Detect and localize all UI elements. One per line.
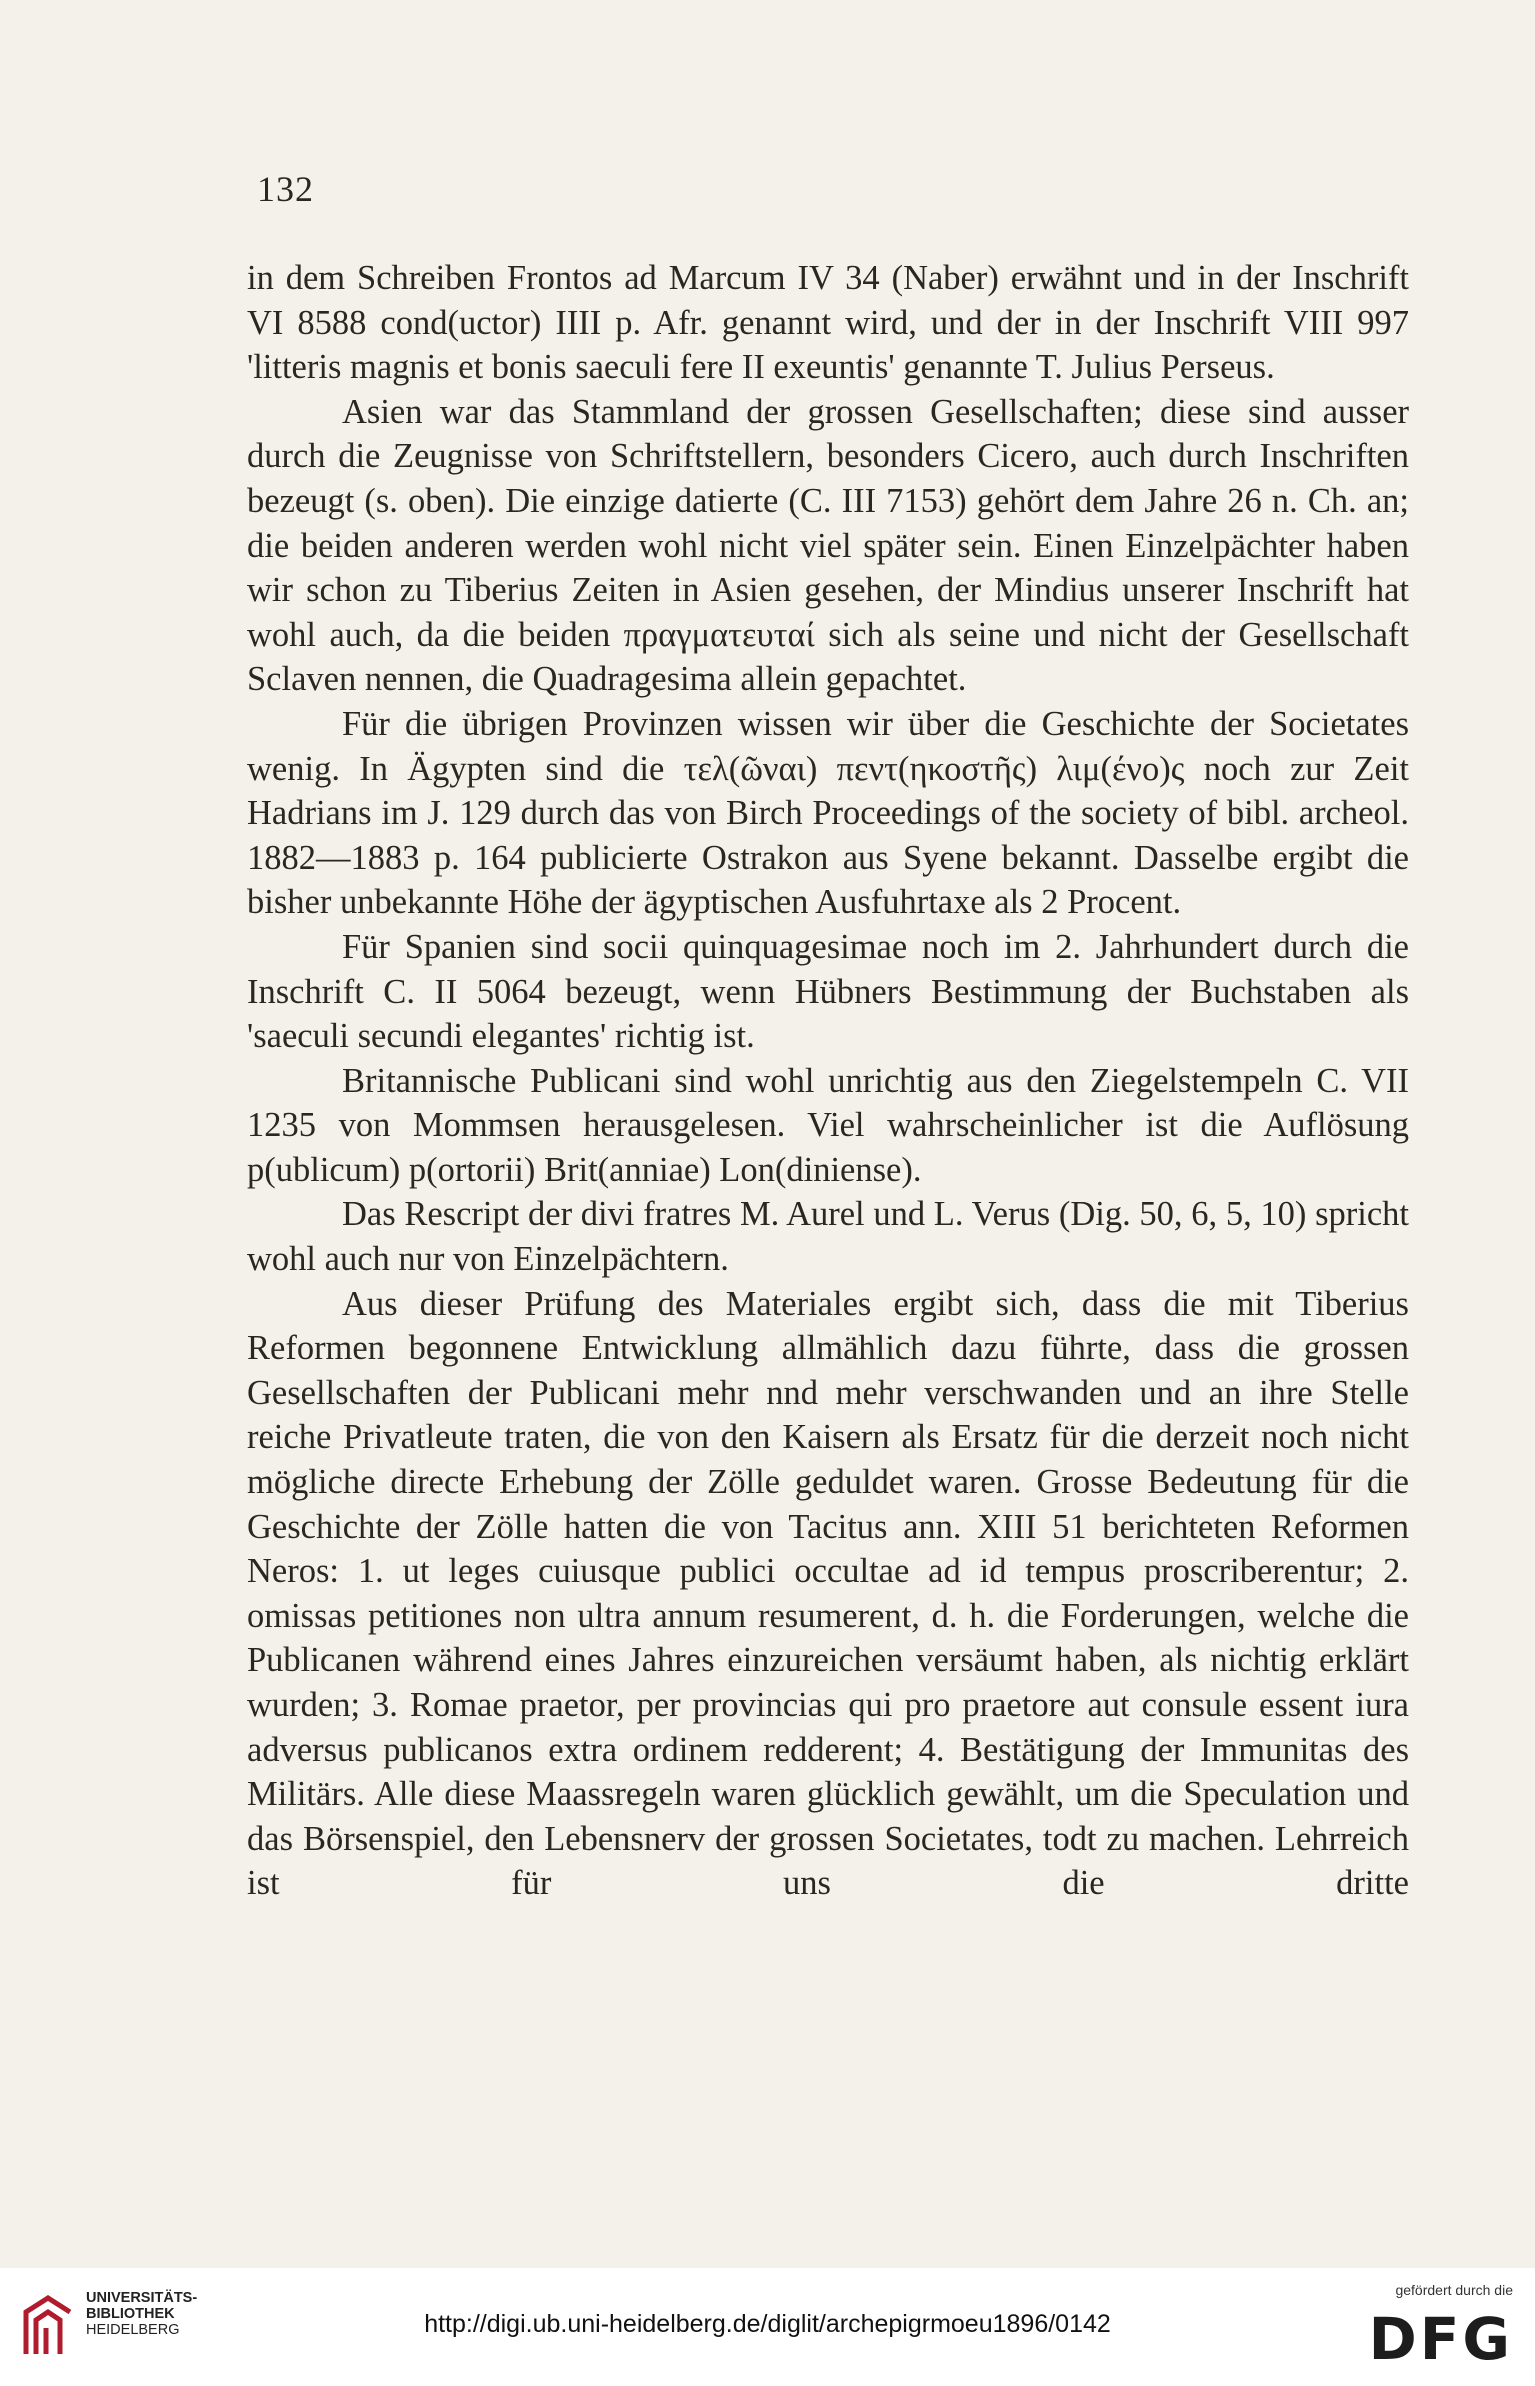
library-line-3: HEIDELBERG xyxy=(86,2322,180,2338)
paragraph-1: in dem Schreiben Frontos ad Marcum IV 34 (Naber) erwähnt und in der Inschrift VI 8588 cond(uctor) IIII p. Afr. genannt wird, und der in der Inschrift VIII 997 'litteris magnis et bonis saeculi fere II exeuntis' genannte T. Julius Perseus. xyxy=(247,259,1409,387)
source-url-link[interactable]: http://digi.ub.uni-heidelberg.de/diglit/archepigrmoeu1896/0142 xyxy=(424,2310,1111,2338)
footer-bar xyxy=(0,2268,1535,2386)
dfg-logo: DFG xyxy=(1368,2305,1513,2373)
library-line-2: BIBLIOTHEK xyxy=(86,2306,175,2322)
paragraph-7: Aus dieser Prüfung des Materiales ergibt sich, dass die mit Tiberius Reformen begonnene Entwicklung allmählich dazu führte, dass die grossen Gesellschaften der Publicani mehr nnd mehr verschwanden und an ihre Stelle reiche Privatleute traten, die von den Kaisern als Ersatz für die derzeit noch nicht mögliche directe Erhebung der Zölle geduldet waren. Grosse Bedeutung für die Geschichte der Zölle hatten die von Tacitus ann. XIII 51 berichteten Reformen Neros: 1. ut leges cuiusque publici occultae ad id tempus proscriberentur; 2. omissas petitiones non ultra annum resumerent, d. h. die Forderungen, welche die Publicanen während eines Jahres einzureichen versäumt haben, als nichtig erklärt wurden; 3. Romae praetor, per provincias qui pro praetore aut consule essent iura adversus publicanos extra ordinem redderent; 4. Bestätigung der Immunitas des Militärs. Alle diese Maassregeln waren glücklich gewählt, um die Speculation und das Börsenspiel, den Lebensnerv der grossen Societates, todt zu machen. Lehrreich ist für uns die dritte xyxy=(247,1284,1409,1903)
sponsor-caption: gefördert durch die xyxy=(1395,2282,1513,2298)
paragraph-3: Für die übrigen Provinzen wissen wir über die Geschichte der Societates wenig. In Ägypten sind die τελ(ῶναι) πεντ(ηκοστῆς) λιμ(ένο)ς noch zur Zeit Hadrians im J. 129 durch das von Birch Proceedings of the society of bibl. archeol. 1882—1883 p. 164 publicierte Ostrakon aus Syene bekannt. Dasselbe ergibt die bisher unbekannte Höhe der ägyptischen Ausfuhrtaxe als 2 Procent. xyxy=(247,704,1409,922)
page-number: 132 xyxy=(257,169,314,209)
paragraph-5: Britannische Publicani sind wohl unrichtig aus den Ziegelstempeln C. VII 1235 von Mommsen herausgelesen. Viel wahrscheinlicher ist die Auflösung p(ublicum) p(ortorii) Brit(anniae) Lon(diniense). xyxy=(247,1061,1409,1189)
paragraph-4: Für Spanien sind socii quinquagesimae noch im 2. Jahrhundert durch die Inschrift C. II 5064 bezeugt, wenn Hübners Bestimmung der Buchstaben als 'saeculi secundi elegantes' richtig ist. xyxy=(247,927,1409,1056)
paragraph-2: Asien war das Stammland der grossen Gesellschaften; diese sind ausser durch die Zeugnisse von Schriftstellern, besonders Cicero, auch durch Inschriften bezeugt (s. oben). Die einzige datierte (C. III 7153) gehört dem Jahre 26 n. Ch. an; die beiden anderen werden wohl nicht viel später sein. Einen Einzelpächter haben wir schon zu Tiberius Zeiten in Asien gesehen, der Mindius unserer Inschrift hat wohl auch, da die beiden πραγματευταί sich als seine und nicht der Gesellschaft Sclaven nennen, die Quadragesima allein gepachtet. xyxy=(247,392,1409,699)
library-line-1: UNIVERSITÄTS- xyxy=(86,2290,198,2306)
body-text xyxy=(247,256,1409,1906)
paragraph-6: Das Rescript der divi fratres M. Aurel und L. Verus (Dig. 50, 6, 5, 10) spricht wohl auch nur von Einzelpächtern. xyxy=(247,1195,1409,1279)
